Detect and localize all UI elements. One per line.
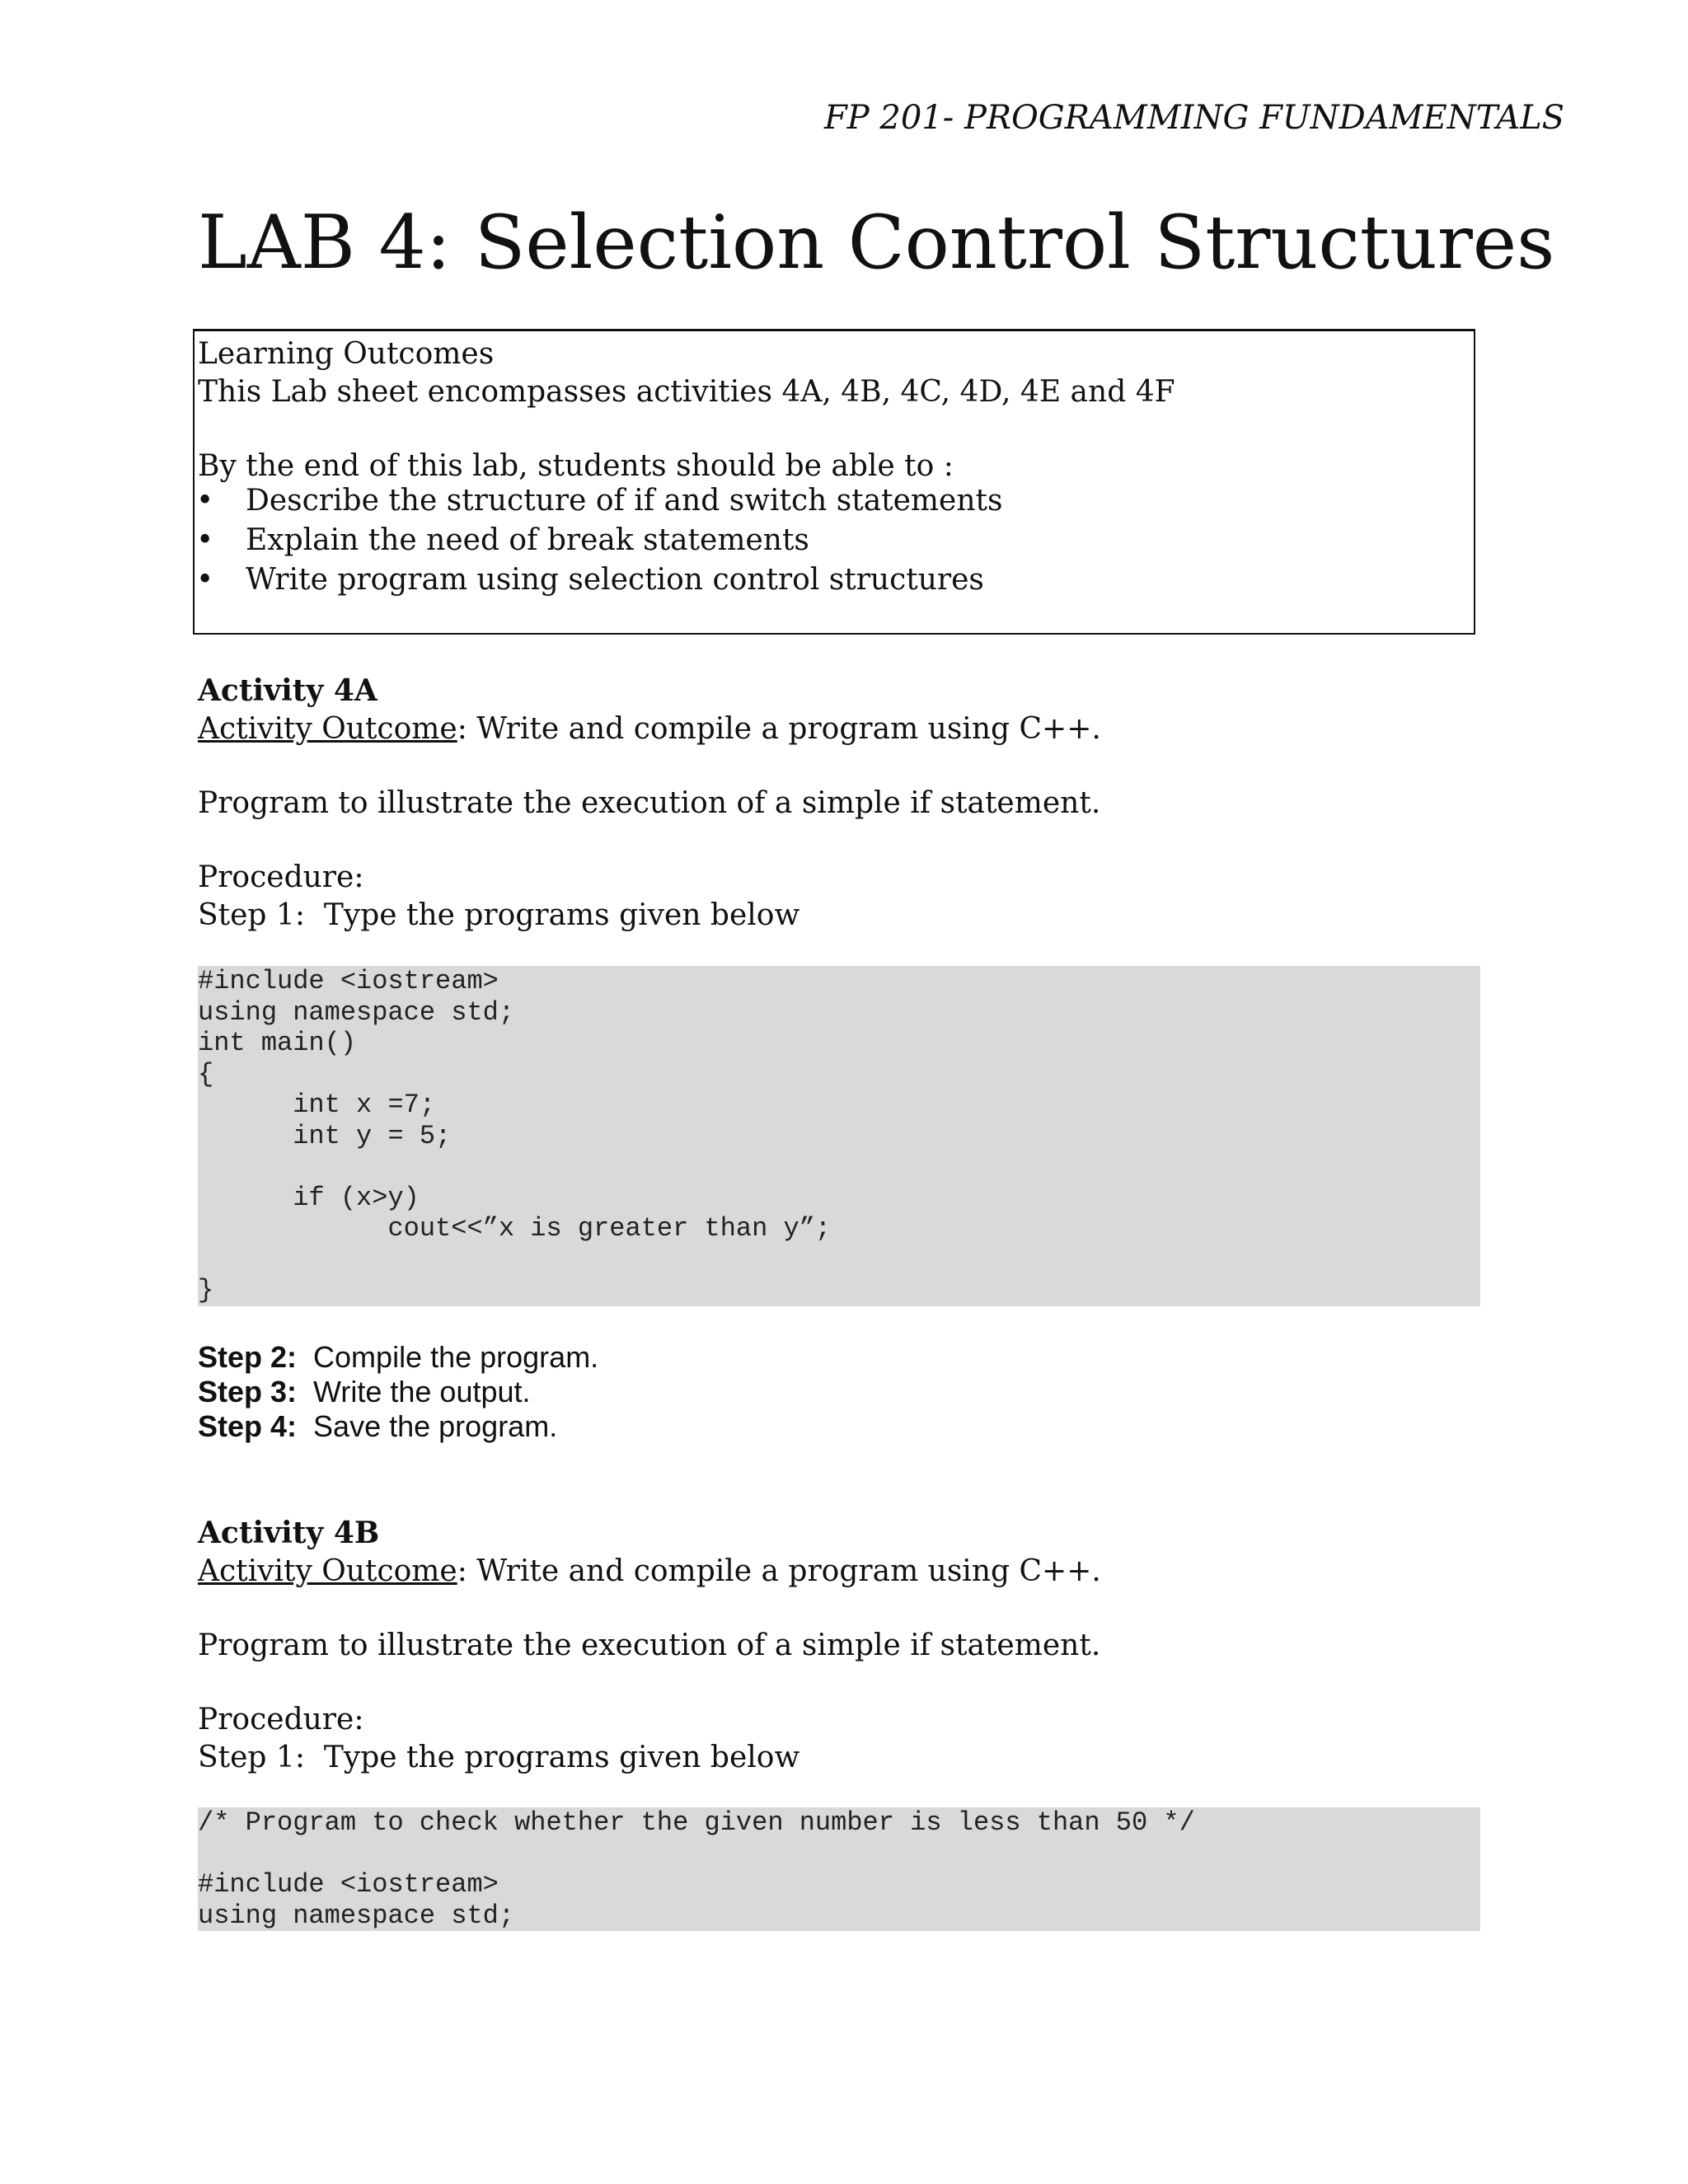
outcome-label: Activity Outcome bbox=[198, 712, 457, 746]
step-label: Step 4: bbox=[198, 1409, 298, 1443]
step-row bbox=[198, 1340, 598, 1375]
activity-4a-title: Activity 4A bbox=[198, 673, 377, 708]
outcome-item: • Write program using selection control structures bbox=[196, 560, 1003, 600]
code-line: using namespace std; bbox=[198, 996, 515, 1028]
step-row bbox=[198, 1375, 598, 1409]
code-line: /* Program to check whether the given number is less than 50 */ bbox=[198, 1807, 1195, 1838]
outcome-text: : Write and compile a program using C++. bbox=[457, 1554, 1101, 1588]
activity-4a-procedure: Procedure: bbox=[198, 860, 364, 894]
step-row bbox=[198, 1409, 598, 1444]
code-line: cout<<”x is greater than y”; bbox=[198, 1213, 832, 1244]
activity-4a-description: Program to illustrate the execution of a simple if statement. bbox=[198, 786, 1101, 820]
outcome-label: Activity Outcome bbox=[198, 1554, 457, 1588]
code-line: } bbox=[198, 1275, 214, 1305]
code-line: { bbox=[198, 1058, 214, 1090]
step-text: Write the output. bbox=[297, 1375, 531, 1408]
code-line: #include <iostream> bbox=[198, 966, 499, 996]
activity-4a-steps bbox=[198, 1340, 598, 1444]
outcomes-summary: This Lab sheet encompasses activities 4A, 4B, 4C, 4D, 4E and 4F bbox=[198, 375, 1175, 409]
code-line: if (x>y) bbox=[198, 1182, 420, 1213]
activity-4b-step1: Step 1: Type the programs given below bbox=[198, 1741, 800, 1774]
code-line: int y = 5; bbox=[198, 1120, 452, 1151]
code-line: int main() bbox=[198, 1028, 357, 1058]
activity-4a-outcome bbox=[198, 710, 1101, 748]
activity-4b-outcome bbox=[198, 1552, 1101, 1591]
step-text: Save the program. bbox=[297, 1409, 558, 1443]
activity-4b-procedure: Procedure: bbox=[198, 1703, 364, 1736]
code-line: using namespace std; bbox=[198, 1900, 515, 1931]
activity-4b-description: Program to illustrate the execution of a simple if statement. bbox=[198, 1629, 1101, 1662]
outcomes-intro: By the end of this lab, students should be able to : bbox=[198, 449, 954, 483]
step-label: Step 2: bbox=[198, 1340, 298, 1374]
outcome-text: : Write and compile a program using C++. bbox=[457, 712, 1101, 746]
code-block-4a bbox=[198, 966, 1480, 1306]
code-line: int x =7; bbox=[198, 1090, 436, 1120]
outcomes-list bbox=[196, 481, 1003, 600]
step-text: Compile the program. bbox=[297, 1340, 599, 1374]
outcome-item: • Describe the structure of if and switch statements bbox=[196, 481, 1003, 521]
page-title: LAB 4: Selection Control Structures bbox=[198, 199, 1555, 286]
code-block-4b bbox=[198, 1807, 1480, 1931]
outcome-item: • Explain the need of break statements bbox=[196, 521, 1003, 560]
outcomes-heading: Learning Outcomes bbox=[198, 337, 495, 371]
code-line: #include <iostream> bbox=[198, 1869, 499, 1900]
activity-4a-step1: Step 1: Type the programs given below bbox=[198, 898, 800, 932]
course-header: FP 201- PROGRAMMING FUNDAMENTALS bbox=[824, 99, 1565, 137]
step-label: Step 3: bbox=[198, 1375, 298, 1408]
activity-4b-title: Activity 4B bbox=[198, 1516, 380, 1550]
